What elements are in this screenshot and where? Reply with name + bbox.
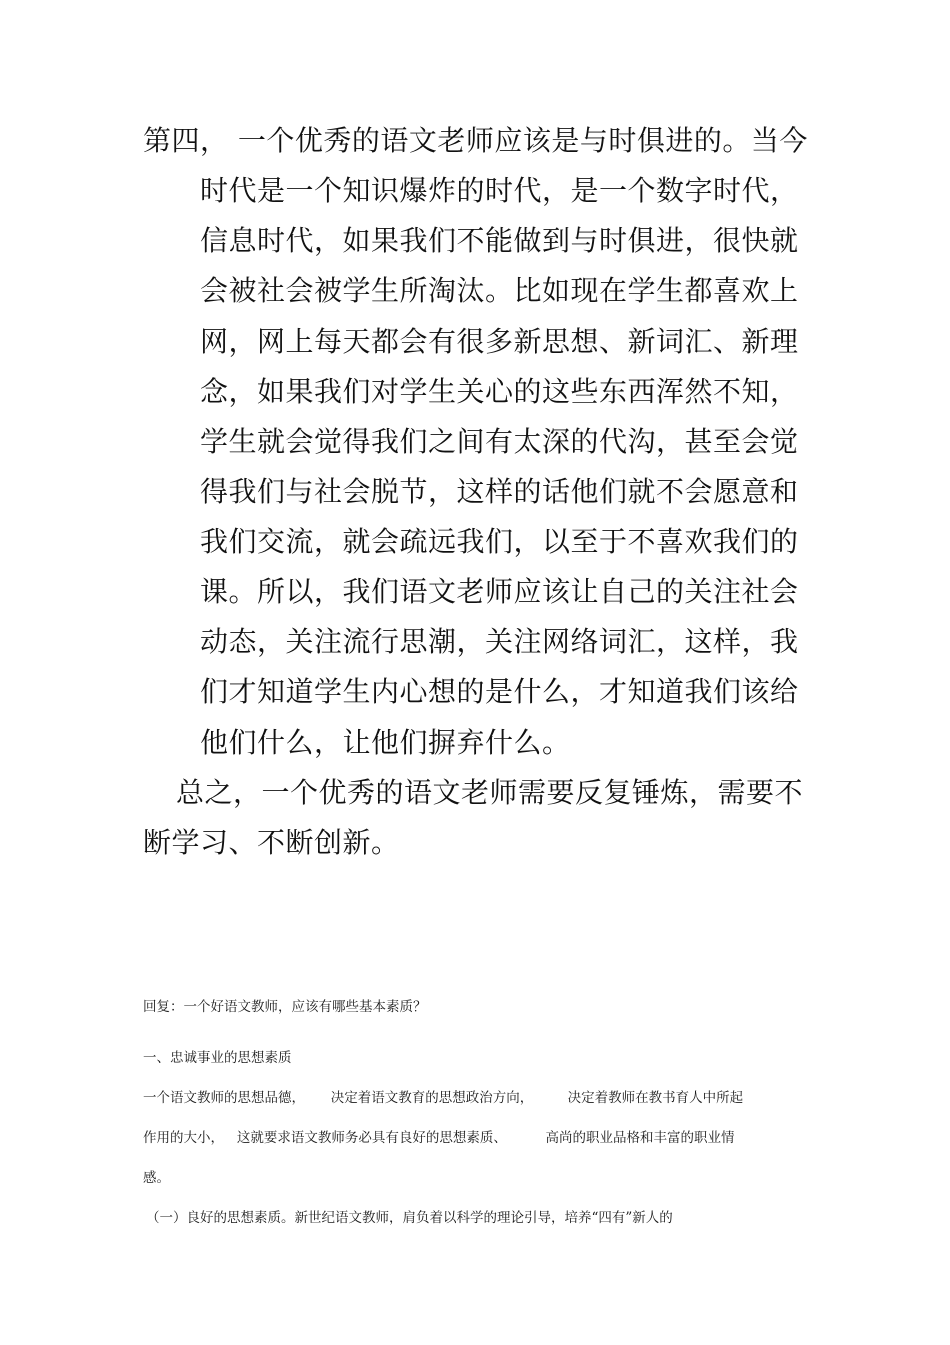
section4-line-12: 们才知道学生内心想的是什么，才知道我们该给 xyxy=(200,675,799,708)
section4-line-5: 网，网上每天都会有很多新思想、新词汇、新理 xyxy=(200,325,799,358)
reply-para-line-1: 一个语文教师的思想品德， 决定着语文教育的思想政治方向， 决定着教师在教书育人中所起 xyxy=(143,1090,744,1106)
conclusion-line-1: 总之，一个优秀的语文老师需要反复锤炼，需要不 xyxy=(176,776,804,809)
reply-subheading-1: （一）良好的思想素质。新世纪语文教师，肩负着以科学的理论引导，培养“四有”新人的 xyxy=(146,1210,673,1226)
conclusion-line-2: 断学习、不断创新。 xyxy=(143,826,400,859)
section4-line-6: 念，如果我们对学生关心的这些东西浑然不知， xyxy=(200,375,799,408)
section4-line-3: 信息时代，如果我们不能做到与时俱进，很快就 xyxy=(200,224,799,257)
section4-line-10: 课。所以，我们语文老师应该让自己的关注社会 xyxy=(200,575,799,608)
section4-line-4: 会被社会被学生所淘汰。比如现在学生都喜欢上 xyxy=(200,274,799,307)
section4-line-7: 学生就会觉得我们之间有太深的代沟，甚至会觉 xyxy=(200,425,799,458)
reply-heading-1: 一、忠诚事业的思想素质 xyxy=(143,1050,292,1066)
section4-line-1: 第四， 一个优秀的语文老师应该是与时俱进的。当今 xyxy=(143,124,808,157)
reply-para-line-3: 感。 xyxy=(143,1170,170,1186)
section4-line-13: 他们什么，让他们摒弃什么。 xyxy=(200,726,571,759)
reply-title: 回复：一个好语文教师，应该有哪些基本素质？ xyxy=(143,999,427,1015)
reply-para-line-2: 作用的大小， 这就要求语文教师务必具有良好的思想素质、 高尚的职业品格和丰富的职业情 xyxy=(143,1130,735,1146)
section4-line-8: 得我们与社会脱节，这样的话他们就不会愿意和 xyxy=(200,475,799,508)
section4-line-9: 我们交流，就会疏远我们，以至于不喜欢我们的 xyxy=(200,525,799,558)
section4-line-2: 时代是一个知识爆炸的时代，是一个数字时代， xyxy=(200,174,799,207)
section4-line-11: 动态，关注流行思潮，关注网络词汇，这样，我 xyxy=(200,625,799,658)
